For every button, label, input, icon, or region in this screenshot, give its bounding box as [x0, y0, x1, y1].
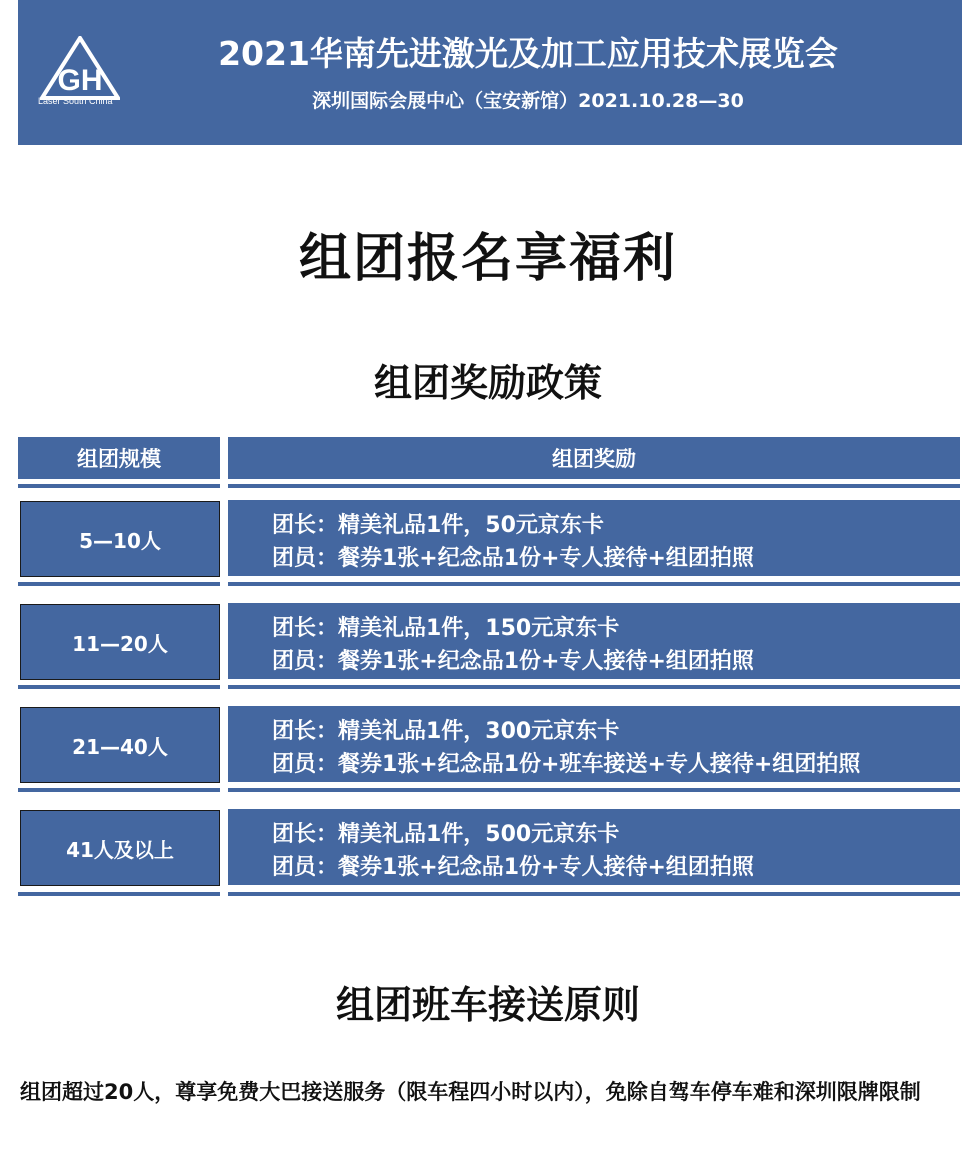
divider [18, 582, 220, 586]
divider [18, 892, 220, 896]
leader-reward: 团长：精美礼品1件，500元京东卡 [272, 822, 620, 847]
shuttle-description: 组团超过20人，尊享免费大巴接送服务（限车程四小时以内），免除自驾车停车难和深圳限牌限制 [20, 1080, 921, 1104]
logo-caption: Laser South China [38, 96, 113, 106]
member-reward: 团员：餐券1张+纪念品1份+专人接待+组团拍照 [272, 649, 754, 674]
divider [18, 685, 220, 689]
divider [228, 484, 960, 488]
exhibition-venue-date: 深圳国际会展中心（宝安新馆）2021.10.28—30 [312, 90, 744, 112]
table-row-scale: 11—20人 [20, 604, 220, 680]
leader-reward: 团长：精美礼品1件，300元京东卡 [272, 719, 620, 744]
svg-text:GH: GH [57, 64, 103, 97]
divider [18, 484, 220, 488]
divider [228, 892, 960, 896]
header-banner [18, 0, 962, 145]
header-reward: 组团奖励 [228, 437, 960, 479]
table-row-scale: 41人及以上 [20, 810, 220, 886]
member-reward: 团员：餐券1张+纪念品1份+专人接待+组团拍照 [272, 546, 754, 571]
shuttle-section-title: 组团班车接送原则 [335, 983, 640, 1027]
table-row-scale: 5—10人 [20, 501, 220, 577]
divider [228, 788, 960, 792]
table-row-reward [228, 500, 960, 576]
member-reward: 团员：餐券1张+纪念品1份+专人接待+组团拍照 [272, 855, 754, 880]
header-scale: 组团规模 [18, 437, 220, 479]
leader-reward: 团长：精美礼品1件，150元京东卡 [272, 616, 620, 641]
table-row-reward [228, 603, 960, 679]
divider [228, 685, 960, 689]
policy-section-title: 组团奖励政策 [373, 361, 602, 405]
table-row-reward [228, 706, 960, 782]
divider [228, 582, 960, 586]
leader-reward: 团长：精美礼品1件，50元京东卡 [272, 513, 604, 538]
divider [18, 788, 220, 792]
table-row-scale: 21—40人 [20, 707, 220, 783]
table-row-reward [228, 809, 960, 885]
page-title: 组团报名享福利 [298, 229, 677, 289]
member-reward: 团员：餐券1张+纪念品1份+班车接送+专人接待+组团拍照 [272, 752, 861, 777]
exhibition-title: 2021华南先进激光及加工应用技术展览会 [218, 34, 838, 73]
